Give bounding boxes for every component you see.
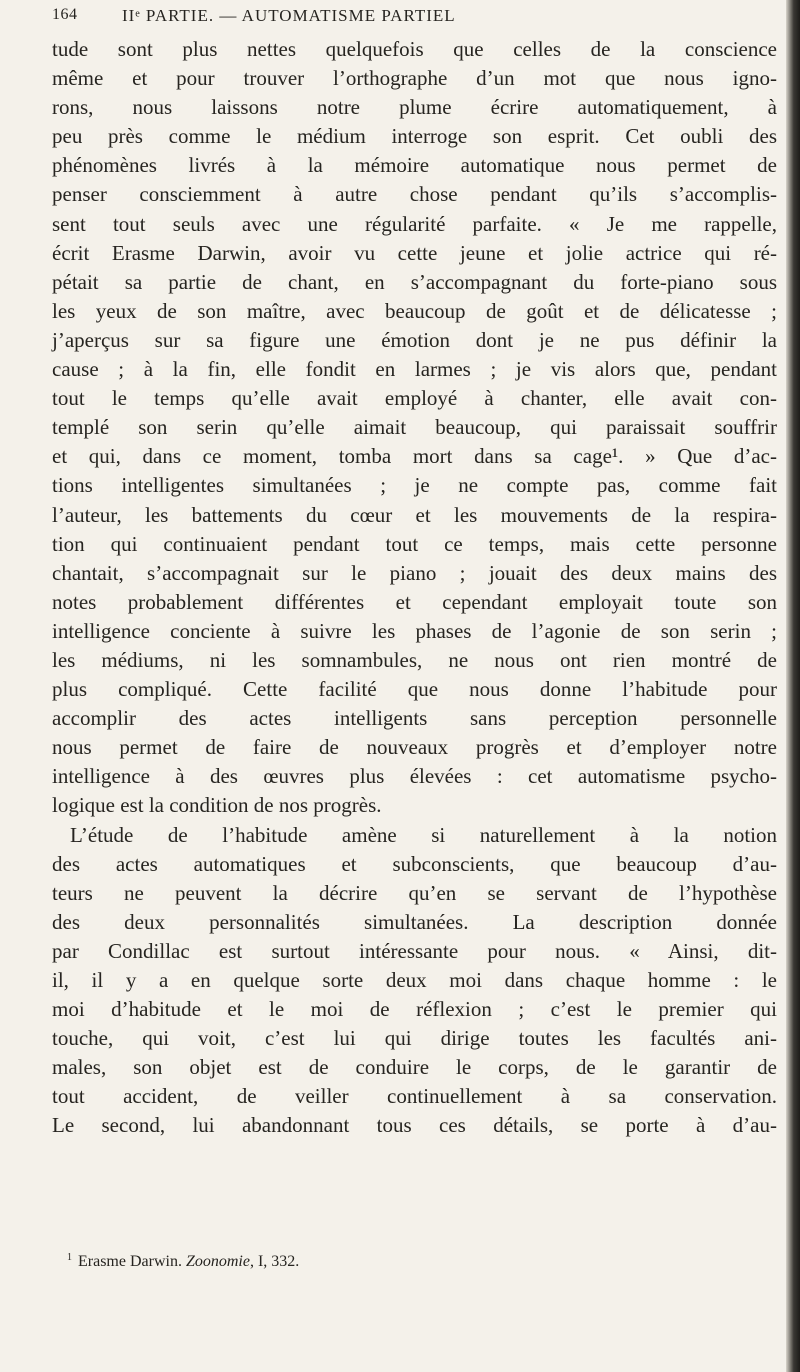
footnote — [67, 1252, 299, 1271]
page-header — [52, 6, 777, 32]
text-line: logique est la condition de nos progrès. — [52, 793, 382, 818]
text-line: phénomènes livrés à la mémoire automatique nous permet de — [52, 153, 777, 178]
text-line: les médiums, ni les somnambules, ne nous ont rien montré de — [52, 647, 777, 672]
text-line: peu près comme le médium interroge son esprit. Cet oubli des — [52, 124, 777, 149]
footnote-mark: 1 — [67, 1252, 72, 1263]
text-line: des actes automatiques et subconscients, que beaucoup d’au- — [52, 851, 777, 876]
text-line: moi d’habitude et le moi de réflexion ; c’est le premier qui — [52, 997, 777, 1022]
text-line: écrit Erasme Darwin, avoir vu cette jeune et jolie actrice qui ré- — [52, 240, 777, 265]
text-line-paragraph-start: L’étude de l’habitude amène si naturellement à la notion — [70, 822, 777, 847]
text-line: sent tout seuls avec une régularité parfaite. « Je me rappelle, — [52, 211, 777, 236]
text-line: intelligence conciente à suivre les phases de l’agonie de son serin ; — [52, 618, 777, 643]
text-line: des deux personnalités simultanées. La description donnée — [52, 909, 777, 934]
text-line: teurs ne peuvent la décrire qu’en se servant de l’hypothèse — [52, 880, 777, 905]
text-line: cause ; à la fin, elle fondit en larmes ; je vis alors que, pendant — [52, 357, 777, 382]
text-line: males, son objet est de conduire le corps, de le garantir de — [52, 1055, 777, 1080]
footnote-title: Zoonomie — [185, 1253, 250, 1270]
text-line: il, il y a en quelque sorte deux moi dans chaque homme : le — [52, 968, 777, 992]
text-line: tude sont plus nettes quelquefois que celles de la conscience — [52, 37, 777, 61]
page-number: 164 — [52, 6, 78, 23]
text-line: penser consciemment à autre chose pendant qu’ils s’accomplis- — [52, 182, 777, 207]
text-line: accomplir des actes intelligents sans perception personnelle — [52, 706, 777, 731]
text-line: tion qui continuaient pendant tout ce temps, mais cette personne — [52, 531, 777, 556]
text-line: tions intelligentes simultanées ; je ne compte pas, comme fait — [52, 473, 777, 498]
text-line: tout le temps qu’elle avait employé à chanter, elle avait con- — [52, 386, 777, 411]
text-line: par Condillac est surtout intéressante pour nous. « Ainsi, dit- — [52, 938, 777, 963]
text-line: intelligence à des œuvres plus élevées : cet automatisme psycho- — [52, 764, 777, 789]
text-line: plus compliqué. Cette facilité que nous donne l’habitude pour — [52, 677, 777, 702]
text-line: l’auteur, les battements du cœur et les mouvements de la respira- — [52, 502, 777, 527]
text-line: chantait, s’accompagnait sur le piano ; jouait des deux mains des — [52, 560, 777, 585]
text-line: tout accident, de veiller continuellement à sa conservation. — [52, 1084, 777, 1109]
text-line: pétait sa partie de chant, en s’accompagnant du forte-piano sous — [52, 269, 777, 294]
running-head: IIᵉ PARTIE. — AUTOMATISME PARTIEL — [122, 6, 456, 25]
footnote-reference: , I, 332. — [249, 1253, 300, 1270]
text-line: nous permet de faire de nouveaux progrès et d’employer notre — [52, 735, 777, 760]
text-line: notes probablement différentes et cependant employait toute son — [52, 589, 777, 614]
text-line: rons, nous laissons notre plume écrire automatiquement, à — [52, 95, 777, 120]
text-line: templé son serin qu’elle aimait beaucoup, qui paraissait souffrir — [52, 415, 777, 440]
text-line: Le second, lui abandonnant tous ces détails, se porte à d’au- — [52, 1113, 777, 1138]
text-line: touche, qui voit, c’est lui qui dirige toutes les facultés ani- — [52, 1026, 777, 1051]
text-line: j’aperçus sur sa figure une émotion dont je ne pus définir la — [52, 327, 777, 352]
text-line: même et pour trouver l’orthographe d’un mot que nous igno- — [52, 66, 777, 91]
text-line: et qui, dans ce moment, tomba mort dans sa cage¹. » Que d’ac- — [52, 444, 777, 469]
footnote-author: Erasme Darwin. — [78, 1253, 186, 1270]
body-text — [52, 35, 777, 1141]
page-edge-shadow — [786, 0, 800, 1372]
text-line: les yeux de son maître, avec beaucoup de goût et de délicatesse ; — [52, 298, 777, 323]
